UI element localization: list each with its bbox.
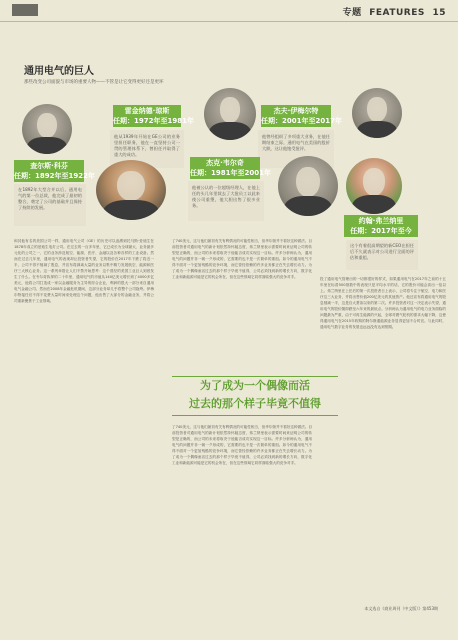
header-bar-decoration bbox=[12, 4, 38, 16]
portrait-suit bbox=[103, 200, 159, 220]
caption-coffin: 在1892年大型合并以后，通用电气的第一位总裁，他完成了最初的整合，奠定了公司的基础并且保持了持续的发展。 bbox=[18, 187, 82, 210]
name-label-welch bbox=[190, 157, 271, 179]
body-column-1: 和其他有名的美国公司一样，通用电气公司（GE）的历史可以追溯到托马斯·爱迪生在1878年成立的爱迪生电灯公司。在过去的一百多年里，它已成长为全球最大、业务最多元化的公司之一，它的业务涉及航空、能源、医疗、金融以及各种各样的工业设备。然而在过去几年里，通用电气的表现却让投资者失望，它的股价在2017年下跌了将近一半，公司不得不削减了股息，并宣布将剥离大量的业务以集中精力发展航空、能源和医疗三大核心业务。这一系列举措让人们不禁开始思考：这个曾经的美国工业巨人到底发生了什么。在韦尔奇执掌的二十年里，通用电气的市值从140亿美元增长到了4000多亿美元，他将公司打造成一家以金融服务为主导的综合企业，利润的很大一部分来自通用电气金融公司。然而在2008年金融危机期间，这部分业务却几乎将整个公司拖垮。伊梅尔特接任后不得不花费大量时间来处理这个问题，他出售了大部分的金融业务，并将公司重新聚焦于工业领域。 bbox=[14, 239, 154, 303]
body-column-2-top: 了740美元，这与他们最初有关有利情况的可能性相当，但华尔街并不看好这种做法。目前投资者对通用电气的新计划依然持怀疑态度，弗兰纳里表示需要时间来证明公司的转型是正确的，而公司的未来将取决于他能否成功实现这一目标。许多分析师认为，通用电气的问题并非一朝一夕形成的，它需要的也不是一次简单的重组。如今的通用电气不得不面对一个更加残酷的竞争环境，而它曾经依赖的许多业务都正在失去增长动力。为了成为一个偶像而活过去的那个样子毕竟不值得，公司必须找到新的增长方向，数字化工业和新能源可能是它的机会所在，但在这些领域它同样面临强大的竞争对手。 bbox=[172, 239, 312, 279]
caption-welch: 他被公认的一位超级经理人，在他上任的头几年里裁去了大批员工以此来使公司重塑，他大胆出售了很多业务。 bbox=[192, 185, 260, 208]
name-label-coffin bbox=[14, 160, 95, 182]
header-section-label: 专题 bbox=[342, 8, 362, 18]
body-column-3: 投了通用电气管理出的一切都很好的样式，如果通用电气在2017年之前的十五年里在标普500指数中的表现只是平均水平的话，它的股价可能会高出一倍以上。弗兰纳里在上任后的第一次投资者日上表示，公司将专注于航空、电力和医疗这三大业务，并将出售价值200亿美元的其他资产。他还宣布将通用电气的股息削减一半，这是自大萧条以来的第二次。许多投资者对这一决定表示失望，通用电气的股价随即跌至六年来的最低点。分析师认为通用电气的电力业务面临的问题最为严重，由于可再生能源的兴起，全球对燃气轮机的需求大幅下降，这使得通用电气在2015年收购的阿尔斯通能源业务显得更加不合时宜。与此同时，通用电气数字业务的发展也远远没有达到预期。 bbox=[320, 277, 446, 329]
portrait-flannery bbox=[346, 158, 402, 214]
caption-immelt: 他曾经组织了多项重大业务，在他任期结束之际，通用电气在美国的股价大跌，这让他饱受批评。 bbox=[262, 134, 330, 151]
caption-flannery: 这个有着很高期望的新CEO在担任后不久就表示对公司进行全面的评估和重组。 bbox=[350, 243, 414, 260]
body-column-2-bottom: 了740美元，这与他们最初有关有利情况的可能性相当，但华尔街并不看好这种做法。目前投资者对通用电气的新计划依然持怀疑态度，弗兰纳里表示需要时间来证明公司的转型是正确的，而公司的未来将取决于他能否成功实现这一目标。许多分析师认为，通用电气的问题并非一朝一夕形成的，它需要的也不是一次简单的重组。如今的通用电气不得不面对一个更加残酷的竞争环境，而它曾经依赖的许多业务都正在失去增长动力。为了成为一个偶像而活过去的那个样子毕竟不值得，公司必须找到新的增长方向，数字化工业和新能源可能是它的机会所在，但在这些领域它同样面临强大的竞争对手。 bbox=[172, 425, 312, 465]
name-label-flannery bbox=[344, 215, 418, 237]
page-header bbox=[0, 0, 458, 22]
article-subtitle: 那些改变公司面貌与市场的重要人物——不管是让它变得更好还是更坏 bbox=[24, 80, 164, 85]
title-block bbox=[24, 62, 224, 86]
portrait-suit bbox=[357, 121, 397, 138]
person-name: 杰夫·伊梅尔特 bbox=[273, 107, 319, 115]
pull-quote-line-1: 为了成为一个偶像而活 bbox=[200, 379, 310, 392]
portrait-center-top bbox=[204, 88, 256, 140]
portrait-immelt bbox=[278, 156, 338, 216]
name-label-immelt bbox=[261, 105, 342, 127]
pull-quote-line-2: 过去的那个样子毕竟不值得 bbox=[189, 397, 321, 410]
portrait-face bbox=[367, 97, 387, 122]
portrait-suit bbox=[27, 137, 67, 154]
portrait-face bbox=[296, 167, 320, 197]
caption-jones: 他从1939年开始在GE公司的业务里担任职务，他在一直坚持公司一贯的管理体系下，曾担任并取得了重大的成功。 bbox=[114, 134, 180, 157]
portrait-face bbox=[363, 168, 385, 196]
person-tenure: 任期：1892年至1922年 bbox=[14, 172, 95, 180]
source-footer: 本文选自《商业周刊（中文版）》第453期 bbox=[364, 606, 438, 611]
person-tenure: 任期：2017年至今 bbox=[350, 227, 412, 235]
header-features-label: FEATURES bbox=[369, 8, 425, 18]
portrait-face bbox=[37, 113, 57, 138]
article-title: 通用电气的巨人 bbox=[24, 66, 94, 77]
person-name: 杰克·韦尔奇 bbox=[206, 159, 244, 167]
pull-quote bbox=[172, 376, 338, 416]
page-number: 15 bbox=[432, 8, 446, 18]
portrait-face bbox=[220, 97, 241, 123]
person-tenure: 任期：1972年至1981年 bbox=[113, 117, 194, 125]
portrait-face bbox=[117, 171, 145, 201]
portrait-jones bbox=[96, 160, 166, 220]
person-name: 约翰·弗兰纳里 bbox=[358, 217, 404, 225]
portrait-coffin bbox=[22, 104, 72, 154]
header-section bbox=[339, 5, 446, 18]
name-label-jones bbox=[113, 105, 194, 127]
person-tenure: 任期：2001年至2017年 bbox=[261, 117, 342, 125]
portrait-suit bbox=[209, 122, 251, 140]
portrait-suit bbox=[284, 196, 332, 216]
person-name: 查尔斯·科芬 bbox=[30, 162, 68, 170]
person-name: 雷金纳德·琼斯 bbox=[124, 107, 170, 115]
portrait-right-top bbox=[352, 88, 402, 138]
person-tenure: 任期：1981年至2001年 bbox=[190, 169, 271, 177]
portrait-suit bbox=[352, 195, 397, 214]
